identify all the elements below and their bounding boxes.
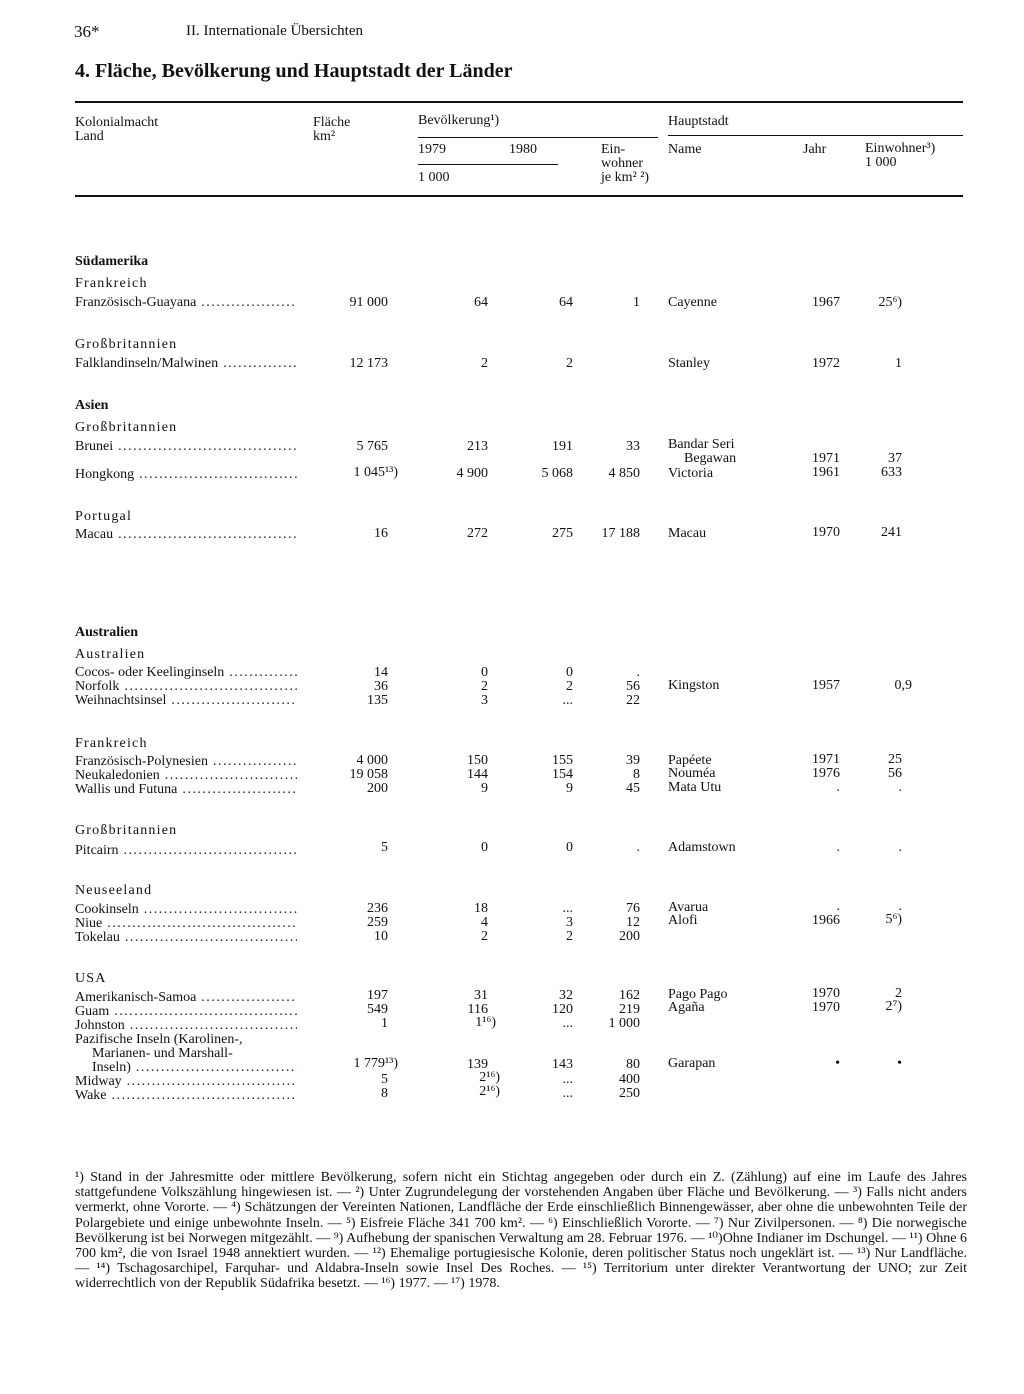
- cell-year: 1976: [812, 766, 840, 781]
- cell-capital: Victoria: [668, 466, 714, 481]
- cell-pop-1979: 2¹⁶): [479, 1070, 500, 1085]
- header-einwohner: Einwohner³): [865, 141, 936, 156]
- cell-density: 12: [626, 915, 640, 930]
- row-label-macau: Macau .....: [75, 527, 297, 542]
- row-label-neukaledonien: Neukaledonien .....: [75, 768, 297, 783]
- row-label-pitcairn: Pitcairn .....: [75, 843, 297, 858]
- section-australien: Australien: [75, 625, 138, 640]
- cell-capital-pop: 2: [895, 986, 902, 1001]
- cell-pop-1980: 9: [566, 781, 573, 796]
- row-label-guam: Guam .....: [75, 1004, 297, 1019]
- row-label-hongkong: Hongkong .....: [75, 467, 297, 482]
- cell-capital: Papéete: [668, 753, 712, 768]
- table-top-rule: [75, 101, 963, 103]
- rule-population: [418, 137, 658, 138]
- cell-pop-1979: 1¹⁶): [475, 1015, 496, 1030]
- cell-area: 5: [381, 1072, 388, 1087]
- cell-pop-1979: 0: [481, 840, 488, 855]
- cell-year: .: [836, 840, 840, 855]
- cell-year: 1961: [812, 465, 840, 480]
- row-label-johnston: Johnston .....: [75, 1018, 297, 1033]
- cell-year: 1957: [812, 678, 840, 693]
- cell-density: 8: [633, 767, 640, 782]
- rule-capital: [668, 135, 963, 136]
- header-bevoelkerung: Bevölkerung¹): [418, 113, 500, 128]
- section-suedamerika: Südamerika: [75, 254, 149, 269]
- page-number: 36*: [74, 22, 100, 41]
- cell-pop-1980: 5 068: [541, 466, 573, 481]
- cell-capital: Cayenne: [668, 295, 717, 310]
- header-1979: 1979: [418, 142, 446, 157]
- cell-year: .: [836, 899, 840, 914]
- cell-pop-1979: 9: [481, 781, 488, 796]
- cell-pop-1980: 32: [559, 988, 573, 1003]
- cell-pop-1980: 155: [552, 753, 573, 768]
- group-frankreich: Frankreich: [75, 736, 148, 751]
- cell-pop-1980: ...: [562, 693, 573, 708]
- cell-pop-1979: 18: [474, 901, 488, 916]
- cell-area: 5 765: [356, 439, 388, 454]
- cell-pop-1980: 2: [566, 679, 573, 694]
- cell-density: 22: [626, 693, 640, 708]
- header-wohner: wohner: [601, 156, 643, 171]
- cell-capital: Bandar Seri: [668, 437, 735, 452]
- cell-density: 200: [619, 929, 640, 944]
- cell-density: 33: [626, 439, 640, 454]
- cell-pop-1980: 0: [566, 840, 573, 855]
- row-label-cookinseln: Cookinseln .....: [75, 902, 297, 917]
- cell-density: 17 188: [601, 526, 640, 541]
- cell-capital: Avarua: [668, 900, 709, 915]
- cell-density: 76: [626, 901, 640, 916]
- cell-capital-pop: .: [898, 780, 902, 795]
- cell-density: 1: [633, 295, 640, 310]
- table-header-bottom-rule: [75, 195, 963, 197]
- cell-density: 219: [619, 1002, 640, 1017]
- cell-area: 1: [381, 1016, 388, 1031]
- cell-capital: Macau: [668, 526, 707, 541]
- cell-area: 200: [367, 781, 388, 796]
- cell-pop-1979: 272: [467, 526, 488, 541]
- cell-pop-1980: 143: [552, 1057, 573, 1072]
- cell-area: 236: [367, 901, 388, 916]
- cell-area: 91 000: [349, 295, 388, 310]
- cell-capital-pop: 25: [888, 752, 902, 767]
- cell-pop-1979: 3: [481, 693, 488, 708]
- cell-year: 1971: [812, 752, 840, 767]
- cell-pop-1980: ...: [562, 901, 573, 916]
- cell-density: 80: [626, 1057, 640, 1072]
- cell-pop-1979: 31: [474, 988, 488, 1003]
- header-flaeche-unit: km²: [313, 129, 336, 144]
- cell-pop-1979: 2: [481, 929, 488, 944]
- cell-density: 39: [626, 753, 640, 768]
- cell-density: 400: [619, 1072, 640, 1087]
- header-einwohner-unit: 1 000: [865, 155, 897, 170]
- row-label-midway: Midway .....: [75, 1074, 297, 1089]
- cell-capital: Alofi: [668, 913, 698, 928]
- row-label-pazifik-line3: Inseln) .....: [92, 1060, 297, 1075]
- cell-capital: Adamstown: [668, 840, 736, 855]
- cell-pop-1980: ...: [562, 1072, 573, 1087]
- cell-capital-pop: •: [897, 1056, 902, 1071]
- cell-area: 135: [367, 693, 388, 708]
- row-label-niue: Niue .....: [75, 916, 297, 931]
- header-name: Name: [668, 142, 702, 157]
- cell-capital-pop: 241: [881, 525, 902, 540]
- group-usa: USA: [75, 971, 107, 986]
- row-label-polynesien: Französisch-Polynesien .....: [75, 754, 297, 769]
- row-label-guayana: Französisch-Guayana .....: [75, 295, 297, 310]
- cell-density: .: [636, 840, 640, 855]
- row-label-pazifik-line1: Pazifische Inseln (Karolinen-,: [75, 1032, 243, 1047]
- header-land: Land: [75, 129, 104, 144]
- header-ein: Ein-: [601, 142, 626, 157]
- cell-capital: Mata Utu: [668, 780, 722, 795]
- cell-pop-1979: 150: [467, 753, 488, 768]
- cell-pop-1979: 2: [481, 356, 488, 371]
- cell-pop-1980: ...: [562, 1016, 573, 1031]
- cell-area: 16: [374, 526, 388, 541]
- group-grossbritannien: Großbritannien: [75, 823, 178, 838]
- row-label-wallis: Wallis und Futuna .....: [75, 782, 297, 797]
- cell-pop-1979: 4 900: [456, 466, 488, 481]
- cell-year: .: [836, 780, 840, 795]
- group-portugal: Portugal: [75, 509, 133, 524]
- cell-capital-pop: 56: [888, 766, 902, 781]
- cell-year: 1972: [812, 356, 840, 371]
- cell-year: •: [835, 1056, 840, 1071]
- cell-capital: Kingston: [668, 678, 720, 693]
- cell-pop-1980: 154: [552, 767, 573, 782]
- header-je-km2: je km² ²): [601, 170, 650, 185]
- cell-area: 19 058: [349, 767, 388, 782]
- cell-year: 1970: [812, 525, 840, 540]
- row-label-falkland: Falklandinseln/Malwinen .....: [75, 356, 297, 371]
- cell-capital-pop: 0,9: [894, 678, 912, 693]
- cell-pop-1979: 4: [481, 915, 488, 930]
- row-label-pazifik-line2: Marianen- und Marshall-: [92, 1046, 233, 1061]
- header-jahr: Jahr: [803, 142, 827, 157]
- header-1980: 1980: [509, 142, 537, 157]
- cell-pop-1980: 64: [559, 295, 573, 310]
- cell-year: 1971: [812, 451, 840, 466]
- row-label-wake: Wake .....: [75, 1088, 297, 1103]
- group-grossbritannien: Großbritannien: [75, 420, 178, 435]
- cell-density: 4 850: [608, 466, 640, 481]
- cell-pop-1979: 139: [467, 1057, 488, 1072]
- cell-pop-1979: 144: [467, 767, 488, 782]
- cell-capital-pop: .: [898, 899, 902, 914]
- cell-year: 1966: [812, 913, 840, 928]
- cell-density: 250: [619, 1086, 640, 1101]
- group-frankreich: Frankreich: [75, 276, 148, 291]
- cell-year: 1970: [812, 1000, 840, 1015]
- cell-pop-1979: 2: [481, 679, 488, 694]
- cell-pop-1980: 2: [566, 929, 573, 944]
- cell-area: 1 045¹³): [353, 465, 398, 480]
- group-neuseeland: Neuseeland: [75, 883, 153, 898]
- cell-capital-pop: .: [898, 840, 902, 855]
- cell-pop-1980: 191: [552, 439, 573, 454]
- cell-area: 5: [381, 840, 388, 855]
- cell-year: 1970: [812, 986, 840, 1001]
- running-head: II. Internationale Übersichten: [186, 23, 364, 39]
- cell-area: 4 000: [356, 753, 388, 768]
- cell-year: 1967: [812, 295, 840, 310]
- cell-area: 549: [367, 1002, 388, 1017]
- cell-capital: Garapan: [668, 1056, 716, 1071]
- cell-pop-1980: ...: [562, 1086, 573, 1101]
- cell-capital-pop: 1: [895, 356, 902, 371]
- cell-pop-1979: 64: [474, 295, 488, 310]
- cell-density: 45: [626, 781, 640, 796]
- cell-pop-1980: 120: [552, 1002, 573, 1017]
- group-australien: Australien: [75, 647, 146, 662]
- footnotes: ¹) Stand in der Jahresmitte oder mittlere Bevölkerung, sofern nicht ein Stichtag angegeben oder durch ein Z. (Zählung) auf eine im Laufe des Jahres stattgefundene Volkszählung hingewiesen ist. — ²) Unter Zugrundelegung der vorstehenden Angaben über Fläche und Bevölkerung. — ³) Falls nicht anders vermerkt, ohne Vororte. — ⁴) Schätzungen der Vereinten Nationen, Landfläche der Erde einschließlich Binnengewässer, aber ohne die unbewohnten Teile der Polargebiete und einige unbewohnte Inseln. — ⁵) Eisfreie Fläche 341 700 km². — ⁶) Einschließlich Vororte. — ⁷) Nur Zivilpersonen. — ⁸) Die norwegische Bevölkerung ist bei Norwegen mitgezählt. — ⁹) Aufhebung der spanischen Verwaltung am 28. Februar 1976. — ¹⁰)Ohne Indianer im Dschungel. — ¹¹) Ohne 6 700 km², die von Israel 1948 annektiert wurden. — ¹²) Ehemalige portugiesische Kolonie, deren politischer Status noch ungeklärt ist. — ¹³) Nur Landfläche. — ¹⁴) Tschagosarchipel, Farquhar- und Aldabra-Inseln sowie Insel Des Roches. — ¹⁵) Territorium unter direkter Verantwortung der UNO; zur Zeit widerrechtlich von der Republik Südafrika besetzt. — ¹⁶) 1977. — ¹⁷) 1978.: [75, 1170, 967, 1292]
- cell-area: 36: [374, 679, 388, 694]
- row-label-weihnachtsinsel: Weihnachtsinsel .....: [75, 693, 297, 708]
- cell-capital: Agaña: [668, 1000, 705, 1015]
- cell-capital-pop: 2⁷): [885, 999, 902, 1014]
- cell-capital-line2: Begawan: [684, 451, 737, 466]
- cell-pop-1980: 2: [566, 356, 573, 371]
- page-title: 4. Fläche, Bevölkerung und Hauptstadt der Länder: [75, 60, 513, 82]
- cell-pop-1980: 275: [552, 526, 573, 541]
- cell-pop-1979: 116: [467, 1002, 488, 1017]
- cell-pop-1980: 0: [566, 665, 573, 680]
- cell-capital-pop: 5⁶): [885, 912, 902, 927]
- row-label-samoa: Amerikanisch-Samoa .....: [75, 990, 297, 1005]
- cell-density: 1 000: [608, 1016, 640, 1031]
- cell-pop-1979: 0: [481, 665, 488, 680]
- cell-area: 10: [374, 929, 388, 944]
- cell-capital-pop: 25⁶): [878, 295, 902, 310]
- cell-capital: Nouméa: [668, 766, 716, 781]
- cell-area: 259: [367, 915, 388, 930]
- row-label-tokelau: Tokelau .....: [75, 930, 297, 945]
- cell-area: 197: [367, 988, 388, 1003]
- cell-area: 1 779¹³): [353, 1056, 398, 1071]
- row-label-norfolk: Norfolk .....: [75, 679, 297, 694]
- cell-density: 56: [626, 679, 640, 694]
- cell-density: .: [636, 665, 640, 680]
- cell-pop-1979: 213: [467, 439, 488, 454]
- cell-capital-pop: 37: [888, 451, 902, 466]
- cell-pop-1979: 2¹⁶): [479, 1084, 500, 1099]
- header-hauptstadt: Hauptstadt: [668, 114, 729, 129]
- cell-area: 14: [374, 665, 388, 680]
- cell-area: 12 173: [349, 356, 388, 371]
- section-asien: Asien: [75, 398, 109, 413]
- cell-area: 8: [381, 1086, 388, 1101]
- header-kolonialmacht: Kolonialmacht: [75, 115, 159, 130]
- header-flaeche: Fläche: [313, 115, 351, 130]
- cell-capital: Stanley: [668, 356, 710, 371]
- cell-density: 162: [619, 988, 640, 1003]
- row-label-brunei: Brunei .....: [75, 439, 297, 454]
- header-unit-1000: 1 000: [418, 170, 450, 185]
- cell-capital-pop: 633: [881, 465, 902, 480]
- group-grossbritannien: Großbritannien: [75, 337, 178, 352]
- row-label-cocos: Cocos- oder Keelinginseln .....: [75, 665, 297, 680]
- cell-capital: Pago Pago: [668, 987, 728, 1002]
- cell-pop-1980: 3: [566, 915, 573, 930]
- rule-years: [418, 164, 558, 165]
